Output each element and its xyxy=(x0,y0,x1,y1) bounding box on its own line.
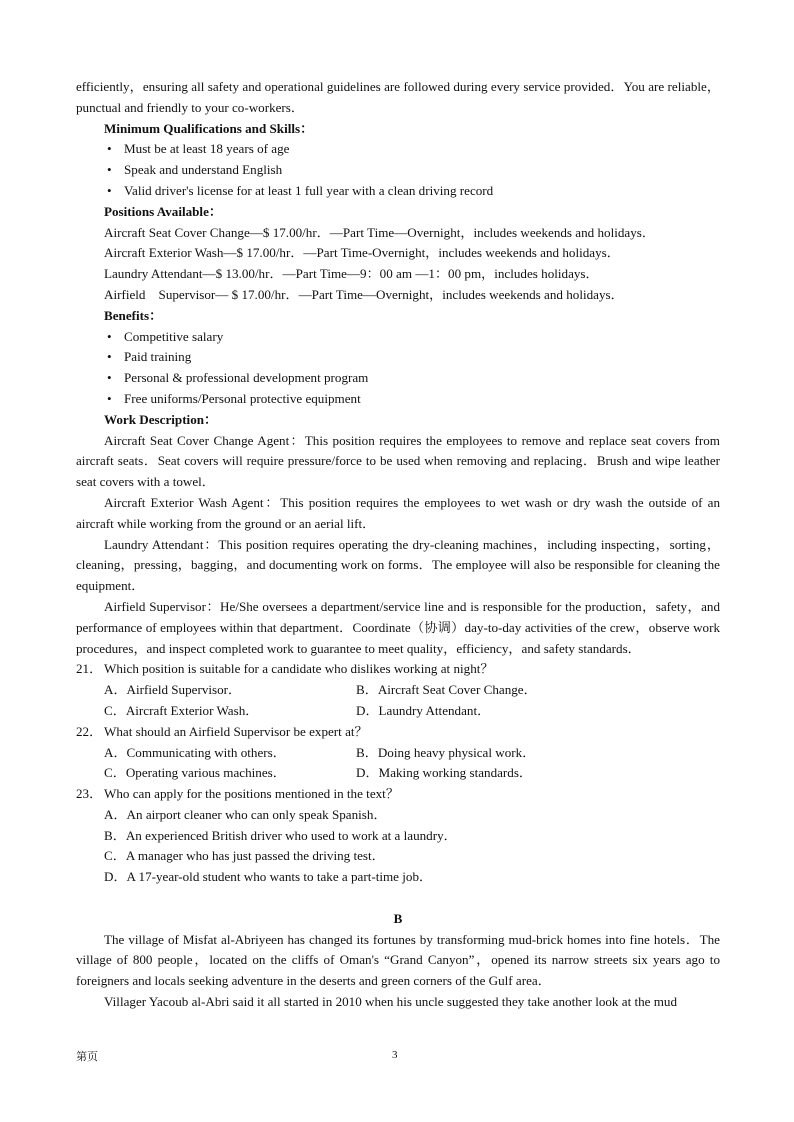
list-item: • Paid training xyxy=(76,347,720,368)
bullet-icon: • xyxy=(107,349,112,365)
bullet-icon: • xyxy=(107,141,112,157)
options-row xyxy=(76,763,720,784)
work-paragraph-supervisor: Airfield Supervisor：He/She oversees a department/service line and is responsible for the production，safety，and performance of employees within that department．Coordinate（协调）day-to-day activities of the crew，observe work procedures，and inspect completed work to guarantee to meet quality，efficiency，and safety standards． xyxy=(76,598,720,656)
work-description-heading: Work Description： xyxy=(104,411,218,427)
qualifications-heading: Minimum Qualifications and Skills： xyxy=(104,120,314,136)
list-item: • Personal & professional development program xyxy=(76,368,720,389)
section-b-paragraph: Villager Yacoub al-Abri said it all started in 2010 when his uncle suggested they take another look at the mud xyxy=(104,994,678,1010)
options-row xyxy=(76,743,720,764)
option-c[interactable]: C．Operating various machines． xyxy=(104,765,286,781)
intro-paragraph: efficiently，ensuring all safety and operational guidelines are followed during every service provided．You are reliable，punctual and friendly to your co-workers． xyxy=(76,79,720,115)
list-item: • Valid driver's license for at least 1 full year with a clean driving record xyxy=(76,181,720,202)
section-b-paragraph: The village of Misfat al-Abriyeen has changed its fortunes by transforming mud-brick homes into fine hotels．The village of 800 people，located on the cliffs of Oman's “Grand Canyon”，opened its narrow streets six years ago to foreigners and locals seeking adventure in the deserts and green corners of the Gulf area． xyxy=(76,931,720,989)
option-d[interactable]: D．Laundry Attendant． xyxy=(356,702,491,718)
option-a[interactable]: A．An airport cleaner who can only speak Spanish． xyxy=(104,806,387,822)
spacer xyxy=(76,888,720,909)
position-item: Aircraft Exterior Wash—$ 17.00/hr．—Part Time-Overnight，includes weekends and holidays． xyxy=(104,245,620,261)
question-21: 21． Which position is suitable for a candidate who dislikes working at night？ xyxy=(76,661,494,677)
footer-label: 第页 xyxy=(76,1050,98,1063)
options-row xyxy=(76,826,720,847)
option-b[interactable]: B．Doing heavy physical work． xyxy=(356,744,536,760)
option-b[interactable]: B．Aircraft Seat Cover Change． xyxy=(356,682,537,698)
option-c[interactable]: C．A manager who has just passed the driving test． xyxy=(104,848,385,864)
options-row xyxy=(76,867,720,888)
bullet-icon: • xyxy=(107,162,112,178)
benefits-heading: Benefits： xyxy=(104,307,163,323)
question-23: 23． Who can apply for the positions mentioned in the text？ xyxy=(76,786,399,802)
page-number: 3 xyxy=(392,1049,398,1061)
position-item: Aircraft Seat Cover Change—$ 17.00/hr．—Part Time—Overnight，includes weekends and holidays． xyxy=(104,224,655,240)
question-22: 22． What should an Airfield Supervisor be expert at？ xyxy=(76,723,368,739)
option-d[interactable]: D．A 17-year-old student who wants to take a part-time job． xyxy=(104,869,433,885)
bullet-icon: • xyxy=(107,182,112,198)
options-row xyxy=(76,680,720,701)
work-paragraph-exterior-wash: Aircraft Exterior Wash Agent：This position requires the employees to wet wash or dry wash the outside of an aircraft while working from the ground or an aerial lift． xyxy=(76,494,720,531)
option-a[interactable]: A．Airfield Supervisor． xyxy=(104,682,242,698)
work-paragraph-laundry: Laundry Attendant：This position requires operating the dry-cleaning machines，including inspecting，sorting，cleaning，pressing，bagging，and documenting work on forms．The employee will also be responsible for cleaning the equipment． xyxy=(76,536,720,594)
list-item: • Must be at least 18 years of age xyxy=(76,139,720,160)
option-d[interactable]: D．Making working standards． xyxy=(356,765,533,781)
positions-heading: Positions Available： xyxy=(104,203,222,219)
list-item: • Competitive salary xyxy=(76,327,720,348)
list-item: • Free uniforms/Personal protective equipment xyxy=(76,389,720,410)
option-b[interactable]: B．An experienced British driver who used to work at a laundry． xyxy=(104,827,457,843)
bullet-icon: • xyxy=(107,370,112,386)
options-row xyxy=(76,846,720,867)
section-b-title: B xyxy=(393,910,403,926)
work-paragraph-seat-cover: Aircraft Seat Cover Change Agent：This position requires the employees to remove and replace seat covers from aircraft seats．Seat covers will require pressure/force to be used when removing and replacing．Brush and wipe leather seat covers with a towel． xyxy=(76,432,720,490)
options-row xyxy=(76,805,720,826)
option-c[interactable]: C．Aircraft Exterior Wash． xyxy=(104,702,259,718)
option-a[interactable]: A．Communicating with others． xyxy=(104,744,286,760)
options-row xyxy=(76,701,720,722)
position-item: Laundry Attendant—$ 13.00/hr．—Part Time—9：00 am —1：00 pm，includes holidays． xyxy=(104,266,599,282)
position-item: Airfield Supervisor— $ 17.00/hr．—Part Time—Overnight，includes weekends and holidays． xyxy=(104,286,624,302)
page-content xyxy=(76,77,720,1013)
bullet-icon: • xyxy=(107,390,112,406)
bullet-icon: • xyxy=(107,328,112,344)
list-item: • Speak and understand English xyxy=(76,160,720,181)
